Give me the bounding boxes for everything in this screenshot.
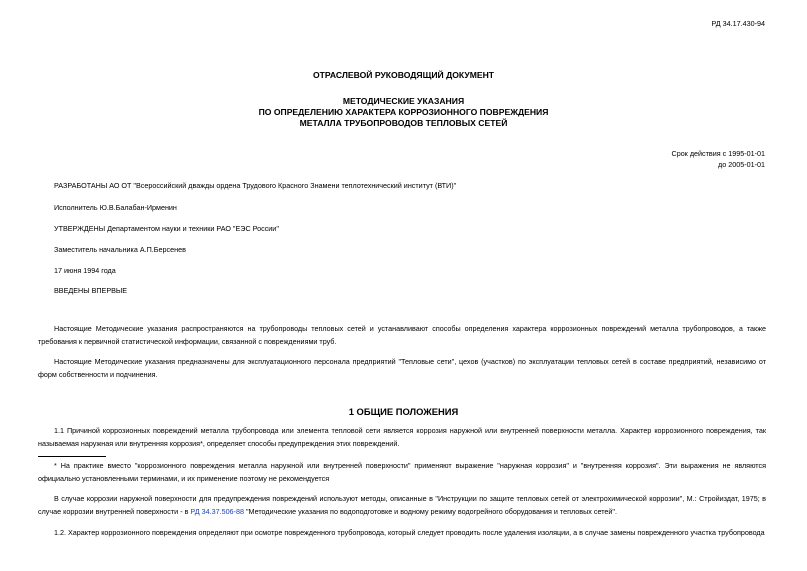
footnote-separator xyxy=(38,456,106,457)
executor: Исполнитель Ю.В.Балабан-Ирменин xyxy=(54,203,177,212)
approval-date: 17 июня 1994 года xyxy=(54,266,116,275)
validity-from: Срок действия с 1995-01-01 xyxy=(671,149,765,158)
title-line-1: МЕТОДИЧЕСКИЕ УКАЗАНИЯ xyxy=(342,96,465,106)
rd-reference-link[interactable]: РД 34.37.506-88 xyxy=(190,507,244,516)
clause-1-2: 1.2. Характер коррозионного повреждения определяют при осмотре поврежденного трубопровода, который следует проводить после удаления изоляции, а в случае замены поврежденного участка трубопровода xyxy=(54,528,765,537)
approved-by: УТВЕРЖДЕНЫ Департаментом науки и техники РАО "ЕЭС России" xyxy=(54,224,279,233)
title-line-3: МЕТАЛЛА ТРУБОПРОВОДОВ ТЕПЛОВЫХ СЕТЕЙ xyxy=(299,118,508,128)
clause-text-before-link: В случае коррозии наружной поверхности для предупреждения повреждений используют методы, описанные в "Инструкции по защите тепловых сетей от электрохимической коррозии", М.: Стройиздат, 1975; в случае коррозии внутренней поверхности - в xyxy=(38,494,766,516)
clause-text-after-link: "Методические указания по водоподготовке и водному режиму водогрейного оборудования и тепловых сетей". xyxy=(243,507,617,516)
section-heading: 1 ОБЩИЕ ПОЛОЖЕНИЯ xyxy=(348,406,459,417)
intro-paragraph-1: Настоящие Методические указания распространяются на трубопроводы тепловых сетей и устанавливают способы определения характера коррозионных повреждений металла трубопроводов, а также требования к первичной статистической информации, связанной с повреждениями труб. xyxy=(38,324,766,346)
clause-1-1: 1.1 Причиной коррозионных повреждений металла трубопровода или элемента тепловой сети является коррозия наружной или внутренней поверхности металла. Характер коррозионного повреждения, так называемая наружная или внутренняя коррозия*, определяет способы предупреждения этих повреждений. xyxy=(38,426,766,448)
document-code: РД 34.17.430-94 xyxy=(711,19,765,28)
validity-to: до 2005-01-01 xyxy=(718,160,765,169)
clause-1-1-paragraph-2 xyxy=(38,492,766,518)
document-type: ОТРАСЛЕВОЙ РУКОВОДЯЩИЙ ДОКУМЕНТ xyxy=(312,70,495,80)
deputy-head: Заместитель начальника А.П.Берсенев xyxy=(54,245,186,254)
title-line-2: ПО ОПРЕДЕЛЕНИЮ ХАРАКТЕРА КОРРОЗИОННОГО ПОВРЕЖДЕНИЯ xyxy=(258,107,549,117)
introduced-first: ВВЕДЕНЫ ВПЕРВЫЕ xyxy=(54,286,128,295)
developed-by: РАЗРАБОТАНЫ АО ОТ "Всероссийский дважды ордена Трудового Красного Знамени теплотехнический институт (ВТИ)" xyxy=(54,181,457,190)
intro-paragraph-2: Настоящие Методические указания предназначены для эксплуатационного персонала предприятий "Тепловые сети", цехов (участков) по эксплуатации тепловых сетей в составе предприятий, независимо от форм собственности и подчинения. xyxy=(38,357,766,379)
footnote: * На практике вместо "коррозионного повреждения металла наружной или внутренней поверхности" применяют выражение "наружная коррозия" и "внутренняя коррозия". Эти выражения не являются официально установленными терминами, и их применение поэтому не рекомендуется xyxy=(38,461,766,483)
